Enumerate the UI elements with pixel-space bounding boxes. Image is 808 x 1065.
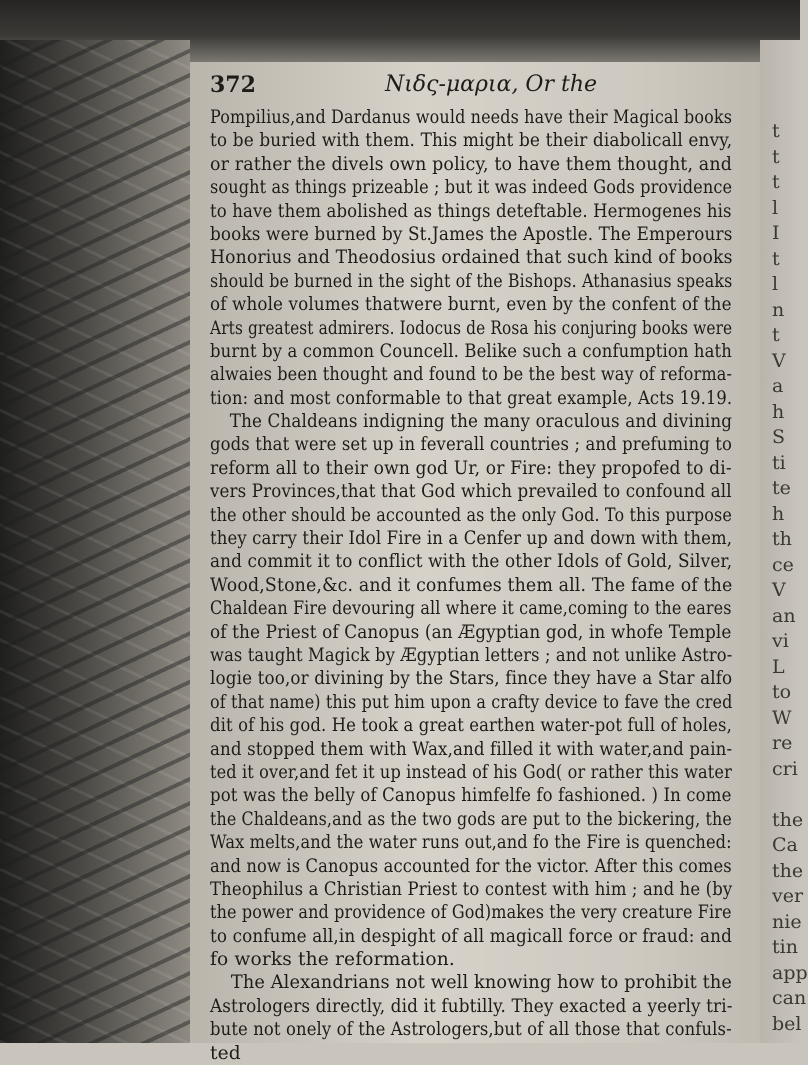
facing-page-letter: the bbox=[772, 859, 804, 882]
text-line: of the Priest of Canopus (an Ægyptian god, in whofe Temple bbox=[210, 621, 732, 643]
facing-page-letter: a bbox=[772, 375, 784, 397]
text-line: burnt by a common Councell. Belike such a confumption hath bbox=[210, 340, 732, 362]
facing-page-letter: cri bbox=[772, 757, 798, 780]
facing-page-letter: bel bbox=[772, 1012, 802, 1035]
facing-page-letter: vi bbox=[772, 630, 789, 652]
page-header bbox=[210, 72, 732, 106]
text-line: the other should be accounted as the only God. To this purpose bbox=[210, 504, 732, 526]
facing-page-letter: th bbox=[772, 528, 792, 550]
text-line: ted bbox=[210, 1042, 241, 1064]
facing-page-letter: n bbox=[772, 298, 785, 321]
facing-page-letter: te bbox=[772, 477, 791, 499]
text-line: logie too,or divining by the Stars, fince they have a Star alfo bbox=[210, 668, 733, 690]
text-line: of that name) this put him upon a crafty device to fave the cred bbox=[210, 691, 733, 713]
text-line: alwaies been thought and found to be the best way of reforma- bbox=[210, 364, 733, 386]
text-line: should be burned in the sight of the Bishops. Athanasius speaks bbox=[210, 270, 733, 292]
text-line: Wax melts,and the water runs out,and fo the Fire is quenched: bbox=[210, 832, 732, 854]
facing-page-letter: nie bbox=[772, 910, 802, 933]
text-line: Theophilus a Christian Priest to contest with him ; and he (by bbox=[210, 878, 733, 900]
text-line: the power and providence of God)makes the very creature Fire bbox=[210, 902, 732, 924]
facing-page-letter: re bbox=[772, 732, 793, 754]
text-line: gods that were set up in feverall countries ; and prefuming to bbox=[210, 434, 733, 456]
text-line: Arts greatest admirers. Iodocus de Rosa his conjuring books were bbox=[210, 317, 733, 339]
facing-page-letter: can bbox=[772, 987, 807, 1009]
text-line: books were burned by St.James the Apostle. The Emperours bbox=[210, 223, 733, 245]
facing-page-letter: V bbox=[772, 579, 786, 601]
facing-page-letter: an bbox=[772, 604, 796, 627]
running-title: Nιδς-μαρια, Or the bbox=[385, 72, 598, 97]
text-line: tion: and most conformable to that great example, Acts 19.19. bbox=[210, 387, 733, 409]
facing-page-letter: to bbox=[772, 681, 792, 703]
page-number: 372 bbox=[210, 72, 256, 98]
facing-page-letter: app bbox=[772, 961, 808, 984]
facing-page-letter: ce bbox=[772, 553, 794, 576]
facing-page-letter: S bbox=[772, 426, 786, 448]
text-line: Pompilius,and Dardanus would needs have their Magical books bbox=[210, 107, 733, 128]
facing-page-letter: tin bbox=[772, 936, 798, 958]
text-line: Wood,Stone,&c. and it confumes them all. The fame of the bbox=[210, 574, 733, 596]
text-line: bute not onely of the Astrologers,but of all those that confuls- bbox=[210, 1019, 732, 1041]
facing-page-letter: the bbox=[772, 808, 804, 831]
text-line: Astrologers directly, did it fubtilly. They exacted a yeerly tri- bbox=[210, 995, 733, 1017]
facing-page-letter: t bbox=[772, 145, 780, 168]
facing-page-letter: I bbox=[772, 222, 780, 244]
facing-page-letter: Ca bbox=[772, 834, 798, 856]
facing-page-letter: t bbox=[772, 120, 780, 142]
text-line: or rather the divels own policy, to have them thought, and bbox=[210, 153, 732, 175]
text-line: and commit it to conflict with the other Idols of Gold, Silver, bbox=[210, 551, 733, 573]
facing-page-letter: h bbox=[772, 502, 785, 525]
text-line: sought as things prizeable ; but it was indeed Gods providence bbox=[210, 177, 733, 199]
text-line: of whole volumes thatwere burnt, even by the confent of the bbox=[210, 294, 732, 316]
text-line: The Alexandrians not well knowing how to prohibit the bbox=[230, 972, 733, 994]
text-line: fo works the reformation. bbox=[210, 949, 455, 971]
text-line: Chaldean Fire devouring all where it came,coming to the eares bbox=[210, 598, 732, 620]
facing-page-letter: V bbox=[772, 349, 786, 372]
text-line: pot was the belly of Canopus himfelfe fo fashioned. ) In come bbox=[210, 785, 732, 807]
text-line: the Chaldeans,and as the two gods are put to the bickering, the bbox=[210, 808, 732, 830]
text-line: dit of his god. He took a great earthen water-pot full of holes, bbox=[210, 715, 732, 737]
facing-page-letter: h bbox=[772, 400, 785, 423]
text-line: was taught Magick by Ægyptian letters ; and not unlike Astro- bbox=[210, 644, 733, 666]
text-line: to have them abolished as things deteftable. Hermogenes his bbox=[210, 200, 732, 222]
text-line: ted it over,and fet it up instead of his God( or rather this water bbox=[210, 761, 732, 783]
text-line: and stopped them with Wax,and filled it with water,and pain- bbox=[210, 738, 733, 760]
book-gutter-decoration bbox=[0, 40, 190, 1043]
body-text bbox=[210, 106, 732, 1065]
facing-page-letter: ver bbox=[772, 885, 804, 907]
text-line: vers Provinces,that that God which prevailed to confound all bbox=[210, 481, 732, 503]
text-line: and now is Canopus accounted for the victor. After this comes bbox=[210, 855, 732, 877]
text-line: reform all to their own god Ur, or Fire: they propofed to di- bbox=[210, 457, 732, 479]
text-line: they carry their Idol Fire in a Cenfer up and down with them, bbox=[210, 528, 733, 550]
text-line: to be buried with them. This might be their diabolicall envy, bbox=[210, 130, 733, 152]
facing-page-edge-right bbox=[760, 40, 808, 1043]
facing-page-letter: l bbox=[772, 196, 779, 219]
page-text bbox=[210, 72, 732, 1065]
facing-page-letter: t bbox=[772, 324, 780, 346]
facing-page-letter: ti bbox=[772, 451, 786, 474]
facing-page-letter: l bbox=[772, 273, 779, 295]
facing-page-letter: L bbox=[772, 655, 785, 678]
text-line: The Chaldeans indigning the many oraculous and divining bbox=[229, 411, 733, 433]
facing-page-letter: t bbox=[772, 247, 780, 270]
text-line: Honorius and Theodosius ordained that such kind of books bbox=[210, 247, 733, 269]
facing-page-letter: W bbox=[772, 706, 792, 729]
facing-page-letter: t bbox=[772, 171, 780, 193]
text-line: to confume all,in despight of all magicall force or fraud: and bbox=[210, 925, 732, 947]
